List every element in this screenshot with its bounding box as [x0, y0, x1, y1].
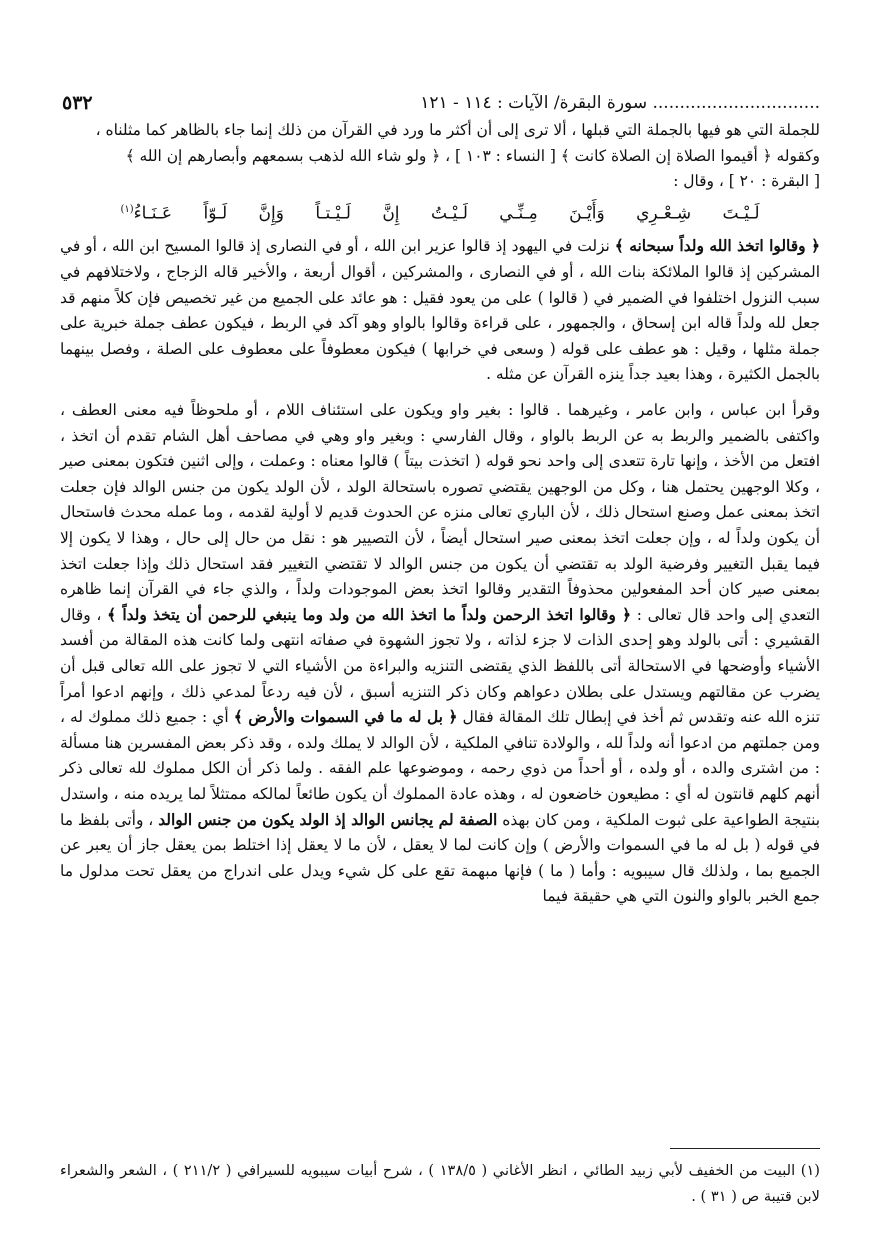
- footnote-marker: (١): [120, 203, 134, 215]
- running-title: سورة البقرة/ الآيات : ١١٤ - ١٢١ ...............................: [420, 93, 820, 113]
- paragraph-line: للجملة التي هو فيها بالجملة التي قبلها ، ألا ترى إلى أن أكثر ما ورد في القرآن من ذلك إنما جاء بالظاهر كما مثلناه ،: [95, 121, 820, 139]
- paragraph-line: وكقوله ﴿ أقيموا الصلاة إن الصلاة كانت ﴾ [ النساء : ١٠٣ ] ، ﴿ ولو شاء الله لذهب بسمعهم وأبصارهم إن الله ﴾: [125, 146, 820, 165]
- footnote-divider: [670, 1148, 820, 1149]
- poetry-verse: [60, 195, 820, 229]
- paragraph-line: [ البقرة : ٢٠ ] ، وقال :: [673, 172, 820, 191]
- quran-quote: ﴿ وقالوا اتخذ الرحمن ولداً ما اتخذ الله من ولد وما ينبغي للرحمن أن يتخذ ولداً ﴾: [107, 605, 631, 624]
- paragraph-text: نزلت في اليهود إذ قالوا عزير ابن الله ، أو في النصارى إذ قالوا المسيح ابن الله ، أو في المشركين إذ قالوا الملائكة بنات الله ، أو في النصارى ، والمشركين ، أقوال أربعة ، والأخير قاله الزجاج ، ولاختلافهم في سبب النزول اختلفوا في الضمير في ( قالوا ) على من يعود فقيل : هو عائد على الجميع من غير تخصيص فإن كلاً منهم قد جعل لله ولداً قاله ابن إسحاق ، والجمهور ، على قراءة وقالوا بالواو وهو آكد في الربط ، فيكون عطف جملة خبرية على جملة مثلها ، وقيل : هو عطف على قوله ( وسعى في خرابها ) فيكون معطوفاً على معطوف على الصلة ، وفصل بينهما بالجمل الكثيرة ، وهذا بعيد جداً ينزه القرآن عن مثله .: [60, 237, 820, 384]
- quran-quote: ﴿ بل له ما في السموات والأرض ﴾: [233, 708, 458, 727]
- paragraph-text: ، وقال القشيري : أتى بالولد وهو إحدى الذات لا جزء لذاته ، ولا تجوز الشهوة في صفاته انتهى ولما كانت هذه المقالة من أفسد الأشياء وأوضحها في الاستحالة أتى باللفظ الذي يقتضى التنزيه والبراءة من الأشياء التي لا تجوز على الله تعالى قبل أن يضرب عن مقالتهم ويستدل على بطلان دعواهم وكان ذكر التنزيه أسبق ، لأن فيه ردعاً لمدعي ذلك ، وإنهم ادعوا أمراً تنزه الله عنه وتقدس ثم أخذ في إبطال تلك المقالة فقال: [60, 605, 820, 727]
- verse-hemistich-second: إِنَّ لَـيْـتـاً وَإِنَّ لَـوّاً عَـنَـاءُ: [133, 203, 400, 224]
- paragraph-text: ، وأتى بلفظ ما في قوله ( بل له ما في السموات والأرض ) وإن كانت لما لا يعقل ، لأن ما لا يعقل إذا اختلط بمن يعقل جاز أن يعبر عن الجميع بما ، ولذلك قال سيبويه : وأما ( ما ) فإنها مبهمة تقع على كل شيء ويدل على اندراج من يعقل تحت مدلول ما جمع الخبر بالواو والنون التي هي حقيقة فيما: [60, 810, 820, 906]
- emphasized-text: الصفة لم يجانس الوالد إذ الولد يكون من جنس الوالد: [158, 810, 498, 829]
- footnote: (١) البيت من الخفيف لأبي زبيد الطائي ، انظر الأغاني ( ١٣٨/٥ ) ، شرح أبيات سيبويه للسيرافي ( ٢١١/٢ ) ، الشعر والشعراء لابن قتيبة ص ( ٣١ ) .: [60, 1162, 820, 1205]
- verse-hemistich-first: لَـيْـتَ شِـعْـرِي وَأَيْـنَ مِـنِّـي لَـيْـتُ: [430, 203, 760, 224]
- quran-quote: ﴿ وقالوا اتخذ الله ولداً سبحانه ﴾: [614, 237, 820, 256]
- paragraph-text: أي : جميع ذلك مملوك له ، ومن جملتهم من ادعوا أنه ولداً لله ، والولادة تنافي الملكية ، لأن الوالد لا يملك ولده ، وقد ذكر بعض المفسرين هنا مسألة : من اشترى والده ، أو ولده ، أو أحداً من ذوي رحمه ، وموضوعها علم الفقه . ولما ذكر أن الكل مملوك لله تعالى ذكر أنهم كلهم قانتون له أي : مطيعون خاضعون له ، وهذه عادة المملوك أن يكون طائعاً لمالكه ممتثلاً لما يريده منه ، واستدل بنتيجة الطواعية على ثبوت الملكية ، ومن كان بهذه: [60, 708, 820, 829]
- paragraph: [60, 398, 820, 910]
- page-header: [62, 90, 820, 116]
- paragraph: [60, 234, 820, 388]
- page-number: ٥٣٢: [62, 92, 93, 114]
- paragraph-text: وقرأ ابن عباس ، وابن عامر ، وغيرهما . قالوا : بغير واو ويكون على استئناف اللام ، أو ملحوظاً فيه معنى العطف ، واكتفى بالضمير والربط به عن الربط بالواو ، وقال الفارسي : وبغير واو وهي في مصاحف أهل الشام تقدم أن اتخذ ، افتعل من الأخذ ، وإنها تارة تتعدى إلى واحد نحو قوله ( اتخذت بيتاً ) قالوا معناه : وعملت ، وإلى اثنين فتكون بمعنى صير ، وكلا الوجهين يحتمل هنا ، وكل من الوجهين يقتضي تصوره باستحالة الولد ، لأن الولد يكون من جنس الوالد فإن جعلت اتخذ بمعنى عمل وصنع استحال ذلك ، لأن الباري تعالى منزه عن الحدوث قديم لا أولية لقدمه ، وما عمله محدث فاستحال أن يكون ولداً له ، وإن جعلت اتخذ بمعنى صير استحال أيضاً ، لأن التصيير هو : نقل من حال إلى حال ، وهذا لا يكون إلا فيما يقبل التغيير وفرضية الولد به تقتضي أن يكون من جنس الوالد لا تقتضي التغيير فقد استحال ذلك وإذا جعلت اتخذ بمعنى صير كان أحد المفعولين محذوفاً التقدير وقالوا اتخذ بعض الموجودات ولداً ، والذي جاء في القرآن إنما ظاهره التعدي إلى واحد قال تعالى :: [60, 401, 820, 624]
- main-text: [60, 118, 820, 910]
